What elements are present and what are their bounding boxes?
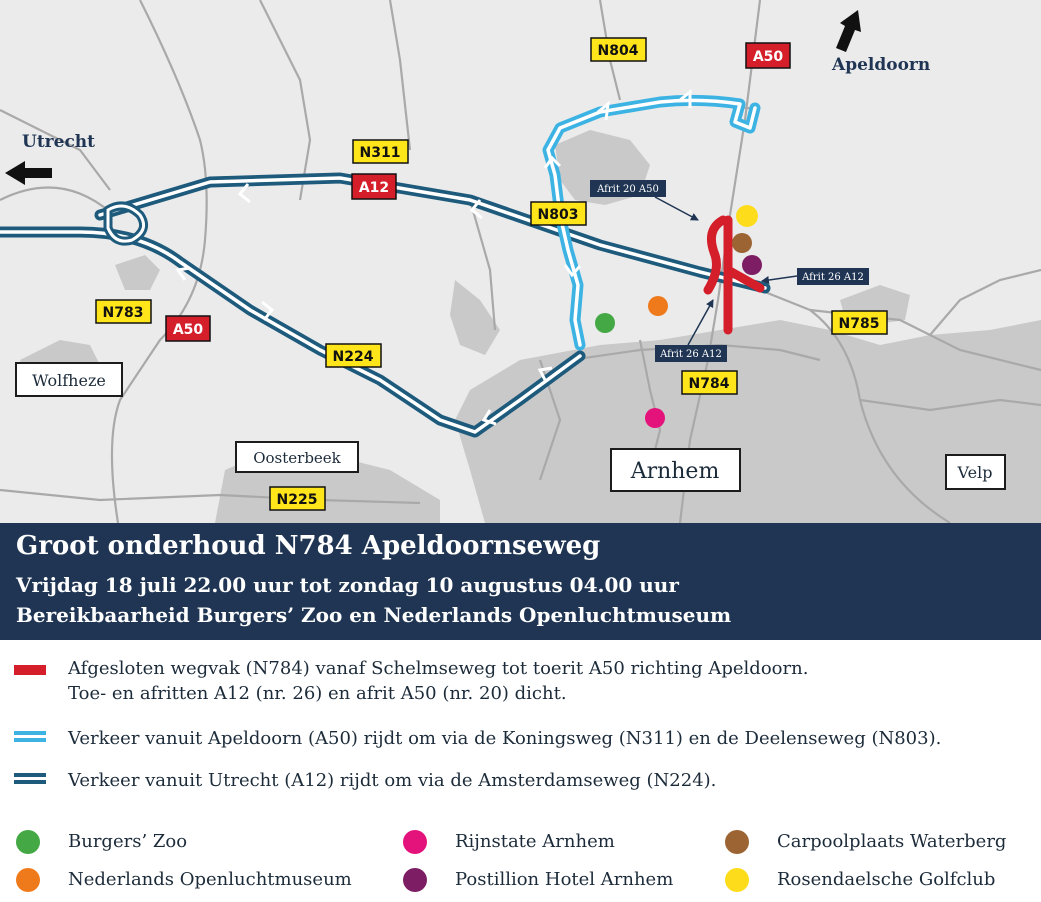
shield-n311: N311 [359, 145, 401, 161]
place-box-velp [946, 455, 1005, 489]
legend-closed-line2: Toe- en afritten A12 (nr. 26) en afrit A50 (nr. 20) dicht. [68, 683, 567, 704]
detour-dark-swatch-bottom [14, 780, 46, 784]
detour-light-swatch-top [14, 731, 46, 735]
poi-legend-label: Carpoolplaats Waterberg [777, 831, 1007, 852]
place-label-arnhem: Arnhem [630, 459, 720, 484]
place-label-wolfheze: Wolfheze [32, 371, 106, 390]
shield-a50-left: A50 [172, 322, 204, 338]
poi-marker-burgers-zoo [595, 313, 615, 333]
detour-light-swatch-bottom [14, 738, 46, 742]
poi-marker-rijnstate [645, 408, 665, 428]
page-title: Groot onderhoud N784 Apeldoornseweg [16, 531, 601, 561]
poi-legend-dot [403, 868, 427, 892]
place-label-oosterbeek: Oosterbeek [253, 449, 341, 467]
poi-legend-dot [725, 830, 749, 854]
shield-n804: N804 [597, 43, 639, 59]
callout-afrit-20: Afrit 20 A50 [597, 184, 659, 195]
shield-n784: N784 [688, 376, 730, 392]
place-label-velp: Velp [957, 463, 993, 482]
date-range: Vrijdag 18 juli 22.00 uur tot zondag 10 augustus 04.00 uur [16, 573, 679, 597]
poi-marker-openluchtmuseum [648, 296, 668, 316]
legend-detour-apeldoorn-text: Verkeer vanuit Apeldoorn (A50) rijdt om via de Koningsweg (N311) en de Deelenseweg (N803). [68, 728, 942, 749]
poi-legend-dot [16, 868, 40, 892]
poi-legend-label: Nederlands Openluchtmuseum [68, 869, 352, 890]
shield-a50-top: A50 [752, 49, 784, 65]
poi-legend-label: Rijnstate Arnhem [455, 831, 615, 852]
shield-n225: N225 [276, 492, 318, 508]
detour-dark-swatch-top [14, 773, 46, 777]
poi-marker-postillion [742, 255, 762, 275]
shield-n783: N783 [102, 305, 144, 321]
poi-legend-dot [725, 868, 749, 892]
poi-legend-label: Postillion Hotel Arnhem [455, 869, 674, 890]
closed-swatch [14, 665, 46, 675]
legend-closed-line1: Afgesloten wegvak (N784) vanaf Schelmseweg tot toerit A50 richting Apeldoorn. [68, 658, 809, 679]
place-label-utrecht: Utrecht [22, 132, 96, 152]
shield-n224: N224 [332, 349, 374, 365]
callout-afrit-26-bottom: Afrit 26 A12 [660, 349, 722, 360]
poi-marker-carpoolplaats [732, 233, 752, 253]
title-band [0, 523, 1041, 640]
poi-legend-label: Burgers’ Zoo [68, 831, 188, 852]
shield-n785: N785 [838, 316, 880, 332]
poi-legend-dot [16, 830, 40, 854]
legend-detour-utrecht-text: Verkeer vanuit Utrecht (A12) rijdt om via de Amsterdamseweg (N224). [68, 770, 717, 791]
place-box-wolfheze [16, 363, 122, 396]
callout-afrit-26-right: Afrit 26 A12 [802, 272, 864, 283]
shield-n803: N803 [537, 207, 579, 223]
poi-legend-label: Rosendaelsche Golfclub [777, 869, 996, 890]
place-box-oosterbeek [236, 442, 358, 472]
accessibility-subtitle: Bereikbaarheid Burgers’ Zoo en Nederlands Openluchtmuseum [16, 603, 732, 627]
poi-marker-golfclub [736, 205, 758, 227]
place-label-apeldoorn: Apeldoorn [832, 55, 931, 75]
poi-legend-dot [403, 830, 427, 854]
shield-a12: A12 [358, 180, 390, 196]
place-box-arnhem [611, 449, 740, 491]
